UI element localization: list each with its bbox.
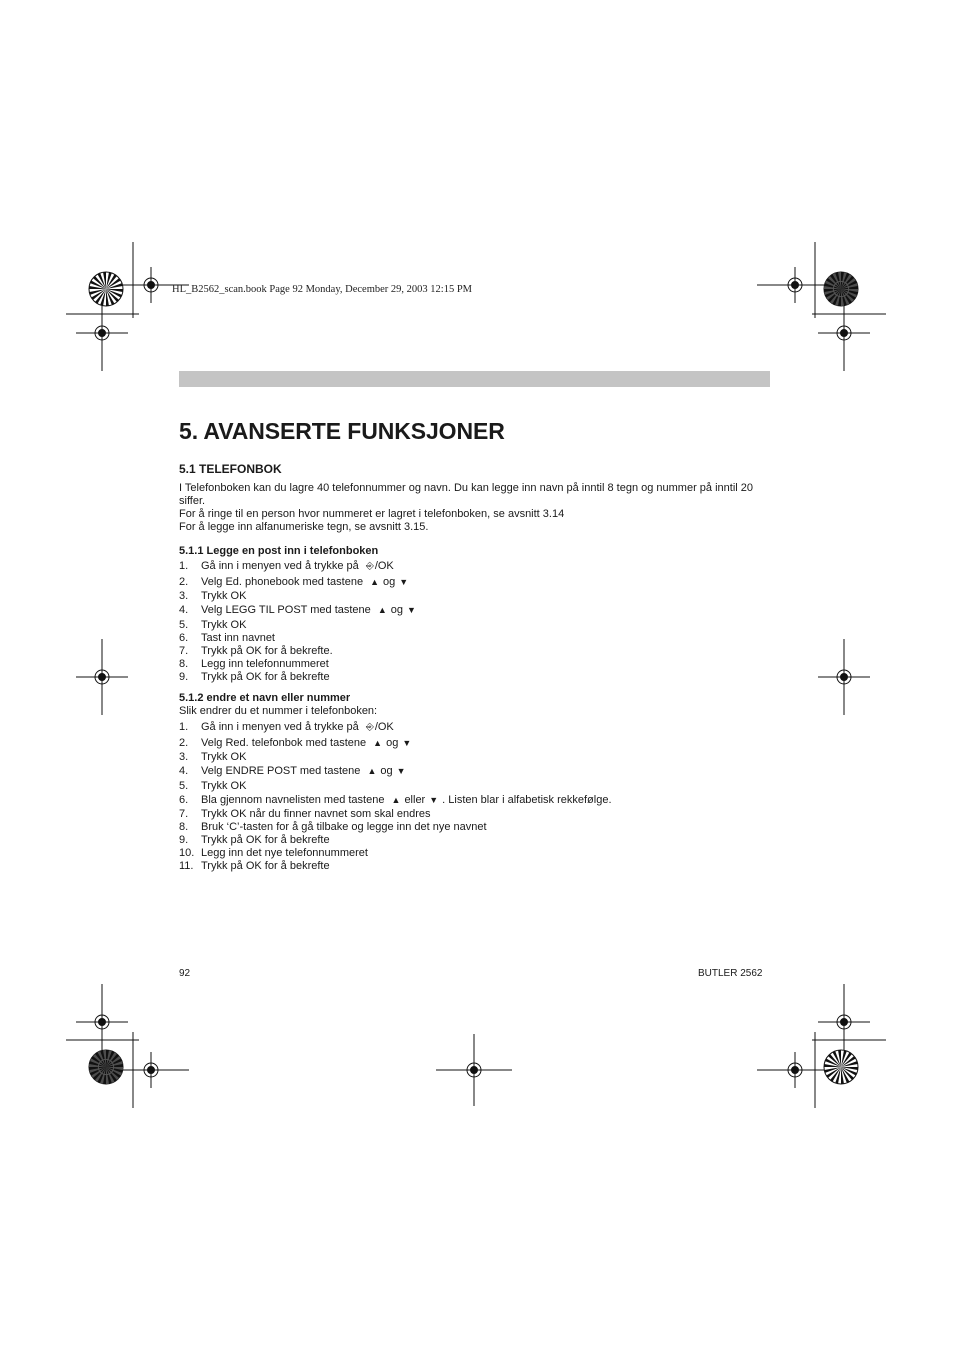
step-text-fragment: Velg ENDRE POST med tastene — [201, 765, 364, 777]
up-arrow-icon: ▲ — [367, 766, 377, 776]
page-number: 92 — [179, 968, 191, 979]
step-number: 3. — [179, 590, 189, 602]
step-text — [201, 751, 246, 764]
step-number: 11. — [179, 860, 194, 872]
chapter-title: 5. AVANSERTE FUNKSJONER — [179, 418, 505, 444]
step-number: 10. — [179, 847, 195, 859]
down-arrow-icon: ▼ — [402, 737, 412, 748]
step-text — [201, 619, 246, 632]
step-text — [201, 821, 487, 834]
up-arrow-icon: ▲ — [377, 605, 387, 615]
up-arrow-icon: ▲ — [373, 737, 383, 748]
step-text — [201, 658, 329, 671]
step-number: 9. — [179, 834, 189, 846]
step-number: 3. — [179, 751, 189, 763]
step-text-fragment: Trykk OK — [201, 751, 247, 763]
step-text-fragment: og — [383, 575, 396, 588]
crosshair-mark — [757, 267, 833, 303]
step-text — [201, 645, 333, 658]
step-number: 9. — [179, 670, 189, 683]
starburst-mark — [89, 272, 123, 306]
step-number: 4. — [179, 604, 189, 616]
crosshair-mark — [76, 295, 128, 371]
step-text-fragment: og — [380, 765, 393, 777]
step-text — [201, 860, 330, 873]
step-number: 4. — [179, 765, 189, 777]
subsection-title: 5.1.1 Legge en post inn i telefonboken — [179, 545, 379, 557]
up-arrow-icon: ▲ — [370, 576, 380, 587]
menu-key-icon: ⎆ — [365, 722, 374, 733]
model-name: BUTLER 2562 — [698, 968, 763, 979]
print-header: HL_B2562_scan.book Page 92 Monday, December 29, 2003 12:15 PM — [172, 284, 472, 295]
crosshair-mark — [757, 1052, 833, 1088]
step-text — [201, 559, 394, 575]
step-text-fragment: Velg Ed. phonebook med tastene — [201, 575, 367, 588]
step-number: 7. — [179, 808, 189, 820]
step-text-fragment: og — [390, 604, 404, 616]
step-text-fragment: /OK — [374, 560, 394, 572]
crosshair-mark — [436, 1034, 512, 1106]
step-text-fragment: Trykk OK — [201, 590, 247, 602]
step-text-fragment: Tast inn navnet — [201, 631, 275, 644]
up-arrow-icon: ▲ — [391, 794, 401, 805]
step-text — [201, 590, 246, 603]
starburst-mark — [89, 1050, 123, 1084]
starburst-mark — [824, 1050, 858, 1084]
step-text-fragment: eller — [404, 793, 426, 806]
header-band — [179, 371, 770, 387]
intro-paragraph: For å legge inn alfanumeriske tegn, se avsnitt 3.15. — [179, 521, 429, 533]
step-number: 6. — [179, 793, 189, 806]
step-text-fragment: Gå inn i menyen ved å trykke på — [201, 560, 362, 572]
step-text — [201, 603, 420, 619]
step-text — [201, 793, 612, 809]
crosshair-mark — [818, 639, 870, 715]
step-text-fragment: Gå inn i menyen ved å trykke på — [201, 721, 362, 733]
step-text-fragment: Trykk på OK for å bekrefte — [201, 860, 330, 872]
down-arrow-icon: ▼ — [429, 794, 439, 805]
step-text — [201, 834, 330, 847]
subsection-title: 5.1.2 endre et navn eller nummer — [179, 692, 351, 704]
step-text-fragment: Trykk OK — [201, 618, 247, 631]
step-text-fragment: /OK — [374, 721, 394, 733]
step-number: 1. — [179, 721, 189, 733]
section-title: 5.1 TELEFONBOK — [179, 462, 282, 476]
crosshair-mark — [76, 639, 128, 715]
crosshair-mark — [818, 295, 870, 371]
step-number: 2. — [179, 736, 189, 749]
step-number: 2. — [179, 575, 189, 588]
step-number: 8. — [179, 657, 189, 670]
down-arrow-icon: ▼ — [399, 576, 409, 587]
starburst-mark — [824, 272, 858, 306]
step-text — [201, 764, 410, 780]
down-arrow-icon: ▼ — [407, 605, 416, 615]
step-text-fragment: Legg inn det nye telefonnummeret — [201, 847, 368, 859]
crosshair-mark — [113, 1052, 189, 1088]
step-text — [201, 736, 415, 752]
step-number: 5. — [179, 618, 189, 631]
section-intro — [179, 482, 771, 534]
step-text-fragment: Legg inn telefonnummeret — [201, 657, 329, 670]
step-text-fragment: Velg Red. telefonbok med tastene — [201, 736, 370, 749]
step-text — [201, 720, 394, 736]
crosshair-mark — [818, 984, 870, 1060]
step-text — [201, 575, 412, 591]
step-number: 5. — [179, 779, 189, 792]
down-arrow-icon: ▼ — [396, 766, 406, 776]
step-text-fragment: Bla gjennom navnelisten med tastene — [201, 793, 388, 806]
step-text — [201, 808, 430, 821]
step-text — [201, 671, 330, 684]
menu-key-icon: ⎆ — [365, 561, 374, 572]
step-text-fragment: Velg LEGG TIL POST med tastene — [201, 604, 374, 616]
intro-paragraph: I Telefonboken kan du lagre 40 telefonnummer og navn. Du kan legge inn navn på inntil 8 tegn og nummer på inntil 20 siffer. — [179, 482, 754, 507]
step-number: 7. — [179, 644, 189, 657]
step-number: 6. — [179, 631, 189, 644]
step-number: 8. — [179, 821, 189, 833]
step-text — [201, 780, 246, 793]
step-text-fragment: Trykk OK — [201, 779, 247, 792]
step-text — [201, 632, 275, 645]
subsection-intro: Slik endrer du et nummer i telefonboken: — [179, 705, 378, 717]
step-text-fragment: Trykk OK når du finner navnet som skal endres — [201, 808, 431, 820]
intro-paragraph: For å ringe til en person hvor nummeret er lagret i telefonboken, se avsnitt 3.14 — [179, 508, 565, 520]
step-number: 1. — [179, 560, 189, 572]
step-text-fragment: Bruk ‘C’-tasten for å gå tilbake og legge inn det nye navnet — [201, 821, 487, 833]
step-text-fragment: Trykk på OK for å bekrefte. — [201, 644, 333, 657]
crosshair-mark — [76, 984, 128, 1060]
step-text — [201, 847, 368, 860]
step-text-fragment: Trykk på OK for å bekrefte — [201, 834, 330, 846]
step-text-fragment: og — [386, 736, 399, 749]
step-text-fragment: Trykk på OK for å bekrefte — [201, 670, 330, 683]
step-text-fragment: . Listen blar i alfabetisk rekkefølge. — [442, 793, 612, 806]
